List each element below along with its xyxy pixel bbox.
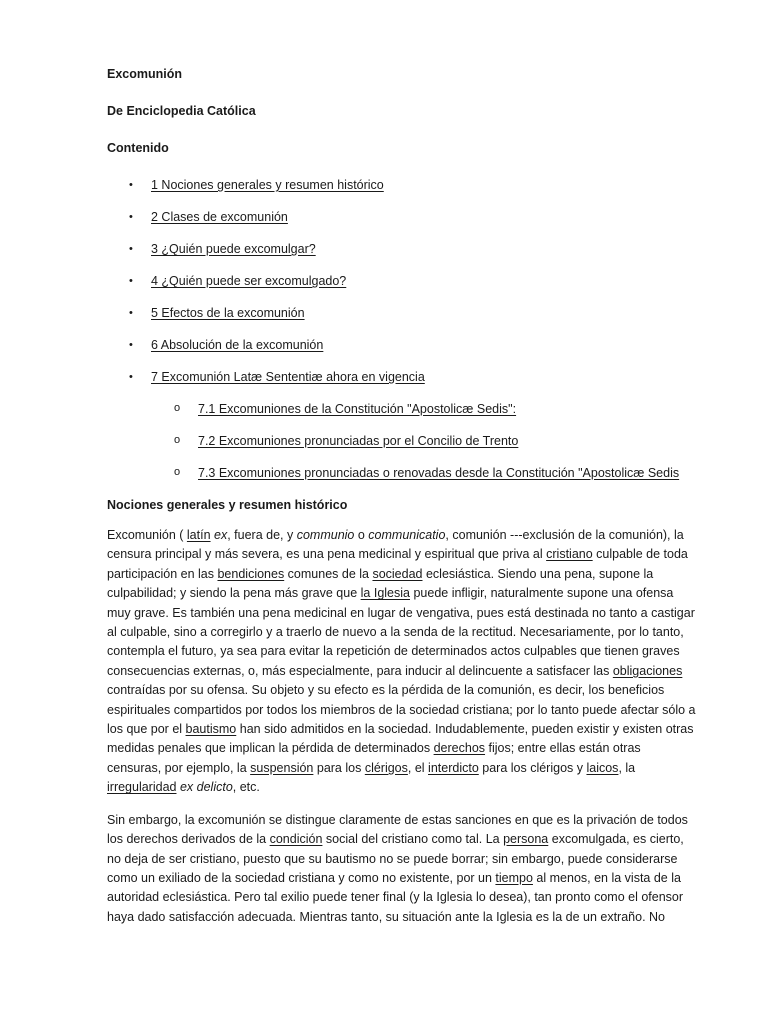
link-clerigos[interactable]: clérigos — [364, 760, 408, 775]
bullet-icon: • — [129, 275, 133, 287]
text-run: puede infligir, naturalmente supone una ofensa muy grave. Es también una pena medicinal en lugar de vengativa, pues está destinada no tanto a castigar al culpable, sino a corregirlo y a traerlo de nuevo a la senda de la rectitud. Necesariamente, por lo tanto, contempla el futuro, ya sea para evitar la repetición de determinados actos culpables que tienen graves consecuencias externas, o, más especialmente, para inducir al delincuente a satisfacer las — [107, 586, 695, 678]
text-run: social del cristiano como tal. La — [322, 832, 504, 847]
toc-item — [107, 369, 697, 385]
document-content — [107, 66, 697, 940]
link-obligaciones[interactable]: obligaciones — [612, 663, 683, 678]
text-run: culpable de toda participación en las — [107, 547, 688, 581]
bullet-icon: • — [129, 339, 133, 351]
text-run: para los — [313, 760, 365, 775]
toc-item — [107, 337, 697, 353]
text-run: , comunión ---exclusión de la comunión), la censura principal y más severa, es una pena medicinal y espiritual que priva al — [107, 528, 684, 562]
link-condicion[interactable]: condición — [269, 832, 323, 847]
toc-item — [107, 241, 697, 257]
text-run: excomulgada, es cierto, no deja de ser cristiano, puesto que su bautismo no se puede borrar; sin embargo, puede considerarse como un exiliado de la sociedad cristiana y como no existente, por un — [107, 832, 684, 885]
text-run: o — [354, 528, 369, 542]
link-iglesia[interactable]: la Iglesia — [360, 586, 410, 601]
text-run: , fuera de, y — [227, 528, 297, 542]
document-title: Excomunión — [107, 67, 183, 81]
toc-subitem — [107, 401, 697, 417]
text-run: , el — [407, 760, 429, 775]
toc-link-4[interactable]: 4 ¿Quién puede ser excomulgado? — [151, 274, 347, 288]
text-run: al menos, en la vista de la autoridad eclesiástica. Pero tal exilio puede tener final (y la Iglesia lo desea), tan pronto como el ofensor haya dado satisfacción adecuada. Mientras tanto, su situación ante la Iglesia es la de un extraño. No — [107, 870, 684, 924]
toc-link-5[interactable]: 5 Efectos de la excomunión — [151, 306, 305, 320]
toc-item — [107, 305, 697, 321]
bullet-icon: • — [129, 371, 133, 383]
circle-bullet-icon: o — [174, 434, 181, 446]
circle-bullet-icon: o — [174, 466, 181, 478]
text-run: fijos; entre ellas están otras censuras, por ejemplo, la — [107, 741, 641, 775]
bullet-icon: • — [129, 243, 133, 255]
text-run: eclesiástica. Siendo una pena, supone la culpabilidad; y siendo la pena más grave que — [107, 566, 654, 601]
link-suspension[interactable]: suspensión — [250, 760, 314, 775]
toc-item — [107, 209, 697, 225]
contents-heading: Contenido — [107, 141, 169, 155]
toc-link-6[interactable]: 6 Absolución de la excomunión — [151, 338, 324, 352]
italic-text: ex delicto — [179, 780, 233, 795]
toc-link-7-2[interactable]: 7.2 Excomuniones pronunciadas por el Concilio de Trento — [198, 434, 519, 448]
link-interdicto[interactable]: interdicto — [428, 760, 479, 775]
link-bendiciones[interactable]: bendiciones — [217, 566, 285, 581]
text-run: contraídas por su ofensa. Su objeto y su efecto es la pérdida de la comunión, es decir, los beneficios espirituales compartidos por todos los miembros de la sociedad cristiana; por lo tanto puede afectar sólo a los que por el — [107, 683, 696, 737]
toc-subitems — [107, 401, 697, 481]
text-run: comunes de la — [284, 566, 373, 581]
toc-subitem — [107, 433, 697, 449]
text-run: Sin embargo, la excomunión se distingue claramente de estas sanciones en que es la privación de todos los derechos derivados de la — [107, 812, 688, 847]
link-laicos[interactable]: laicos — [586, 760, 619, 775]
body-paragraph-1 — [107, 526, 697, 798]
text-run: para los clérigos y — [478, 760, 587, 775]
bullet-icon: • — [129, 179, 133, 191]
section-heading: Nociones generales y resumen histórico — [107, 498, 348, 512]
link-persona[interactable]: persona — [503, 832, 549, 847]
toc-link-3[interactable]: 3 ¿Quién puede excomulgar? — [151, 242, 316, 256]
link-tiempo[interactable]: tiempo — [495, 870, 533, 885]
toc-link-1[interactable]: 1 Nociones generales y resumen histórico — [151, 178, 384, 192]
bullet-icon: • — [129, 307, 133, 319]
text-run: , etc. — [232, 780, 260, 795]
toc-subitem — [107, 465, 697, 481]
text-run: , la — [618, 760, 636, 775]
text-run: han sido admitidos en la sociedad. Indudablemente, pueden existir y existen otras medidas penales que implican la pérdida de determinados — [107, 722, 694, 756]
document-source: De Enciclopedia Católica — [107, 104, 256, 118]
body-paragraph-2 — [107, 811, 697, 927]
italic-text: communio — [296, 528, 355, 542]
bullet-icon: • — [129, 211, 133, 223]
link-derechos[interactable]: derechos — [433, 741, 486, 756]
link-latin[interactable]: latín — [186, 528, 211, 542]
link-bautismo[interactable]: bautismo — [185, 722, 237, 737]
table-of-contents — [107, 177, 697, 481]
italic-text: ex — [214, 528, 228, 542]
toc-link-2[interactable]: 2 Clases de excomunión — [151, 210, 288, 224]
link-irregularidad[interactable]: irregularidad — [107, 780, 177, 795]
link-sociedad[interactable]: sociedad — [372, 566, 423, 581]
toc-item — [107, 177, 697, 193]
italic-text: communicatio — [368, 528, 446, 542]
toc-link-7[interactable]: 7 Excomunión Latæ Sententiæ ahora en vigencia — [151, 370, 425, 384]
toc-sublist — [107, 401, 697, 481]
toc-link-7-3[interactable]: 7.3 Excomuniones pronunciadas o renovadas desde la Constitución "Apostolicæ Sedis — [198, 466, 680, 480]
link-cristiano[interactable]: cristiano — [546, 547, 593, 562]
toc-item — [107, 273, 697, 289]
text-run: Excomunión ( — [107, 528, 187, 542]
circle-bullet-icon: o — [174, 402, 181, 414]
toc-link-7-1[interactable]: 7.1 Excomuniones de la Constitución "Apostolicæ Sedis": — [198, 402, 517, 416]
